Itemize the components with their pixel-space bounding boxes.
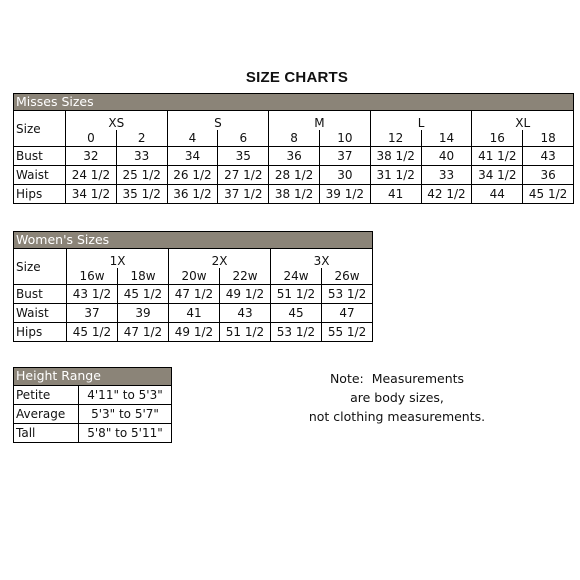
table-cell: 39 [118, 304, 169, 323]
size-group-xs: XS [66, 111, 168, 131]
table-cell: 27 1/2 [218, 166, 269, 185]
table-cell: 33 [421, 166, 472, 185]
row-label: Tall [14, 424, 79, 443]
row-label: Hips [14, 323, 67, 342]
row-label: Petite [14, 386, 79, 405]
size-number: 2 [116, 130, 167, 147]
table-cell: 45 1/2 [118, 285, 169, 304]
table-cell: 32 [66, 147, 117, 166]
table-row-tall [14, 424, 172, 443]
size-number: 14 [421, 130, 472, 147]
table-cell: 33 [116, 147, 167, 166]
size-group-1x: 1X [67, 249, 169, 269]
table-cell: 35 [218, 147, 269, 166]
table-cell: 44 [472, 185, 523, 204]
table-cell: 26 1/2 [167, 166, 218, 185]
size-number: 26w [322, 268, 373, 285]
table-cell: 28 1/2 [269, 166, 320, 185]
table-cell: 42 1/2 [421, 185, 472, 204]
table-cell: 35 1/2 [116, 185, 167, 204]
size-label: Size [14, 249, 67, 285]
misses-header: Misses Sizes [14, 94, 574, 111]
table-cell: 55 1/2 [322, 323, 373, 342]
womens-size-table [13, 231, 373, 342]
size-number: 4 [167, 130, 218, 147]
table-row-petite [14, 386, 172, 405]
table-cell: 34 1/2 [66, 185, 117, 204]
table-cell: 53 1/2 [322, 285, 373, 304]
size-number: 0 [66, 130, 117, 147]
table-cell: 37 [67, 304, 118, 323]
table-cell: 36 [269, 147, 320, 166]
table-cell: 41 [370, 185, 421, 204]
table-cell: 45 1/2 [67, 323, 118, 342]
table-cell: 47 1/2 [118, 323, 169, 342]
row-label: Bust [14, 285, 67, 304]
size-label: Size [14, 111, 66, 147]
table-cell: 30 [319, 166, 370, 185]
table-cell: 37 [319, 147, 370, 166]
table-cell: 37 1/2 [218, 185, 269, 204]
size-number: 20w [169, 268, 220, 285]
table-cell: 45 [271, 304, 322, 323]
table-row-hips [14, 185, 574, 204]
table-cell: 40 [421, 147, 472, 166]
size-number: 8 [269, 130, 320, 147]
size-number: 24w [271, 268, 322, 285]
table-cell: 36 [523, 166, 574, 185]
note-line: not clothing measurements. [308, 409, 486, 424]
row-label: Waist [14, 304, 67, 323]
row-label: Waist [14, 166, 66, 185]
table-cell: 4'11" to 5'3" [79, 386, 172, 405]
table-cell: 47 [322, 304, 373, 323]
table-cell: 43 [220, 304, 271, 323]
table-cell: 43 1/2 [67, 285, 118, 304]
measurement-note [300, 369, 494, 426]
table-cell: 31 1/2 [370, 166, 421, 185]
size-group-xl: XL [472, 111, 574, 131]
height-header: Height Range [14, 368, 172, 386]
table-cell: 34 [167, 147, 218, 166]
table-cell: 25 1/2 [116, 166, 167, 185]
table-row-bust [14, 285, 373, 304]
table-cell: 41 1/2 [472, 147, 523, 166]
size-number: 18w [118, 268, 169, 285]
note-line: are body sizes, [350, 390, 444, 405]
table-cell: 38 1/2 [269, 185, 320, 204]
table-row-average [14, 405, 172, 424]
note-line: Note: Measurements [329, 371, 465, 386]
womens-header: Women's Sizes [14, 232, 373, 249]
misses-size-table [13, 93, 574, 204]
table-cell: 38 1/2 [370, 147, 421, 166]
table-row-hips [14, 323, 373, 342]
size-number: 18 [523, 130, 574, 147]
size-group-2x: 2X [169, 249, 271, 269]
size-number: 12 [370, 130, 421, 147]
table-cell: 53 1/2 [271, 323, 322, 342]
table-cell: 5'8" to 5'11" [79, 424, 172, 443]
size-number: 22w [220, 268, 271, 285]
table-cell: 47 1/2 [169, 285, 220, 304]
size-number: 16 [472, 130, 523, 147]
table-cell: 51 1/2 [220, 323, 271, 342]
table-cell: 45 1/2 [523, 185, 574, 204]
table-cell: 41 [169, 304, 220, 323]
size-number: 16w [67, 268, 118, 285]
table-cell: 24 1/2 [66, 166, 117, 185]
page-title: SIZE CHARTS [245, 69, 349, 86]
size-group-l: L [370, 111, 472, 131]
size-group-s: S [167, 111, 269, 131]
size-number: 10 [319, 130, 370, 147]
size-group-3x: 3X [271, 249, 373, 269]
table-cell: 43 [523, 147, 574, 166]
row-label: Hips [14, 185, 66, 204]
table-cell: 49 1/2 [169, 323, 220, 342]
table-cell: 5'3" to 5'7" [79, 405, 172, 424]
table-cell: 51 1/2 [271, 285, 322, 304]
size-group-m: M [269, 111, 371, 131]
table-cell: 36 1/2 [167, 185, 218, 204]
table-cell: 49 1/2 [220, 285, 271, 304]
table-row-bust [14, 147, 574, 166]
row-label: Average [14, 405, 79, 424]
row-label: Bust [14, 147, 66, 166]
table-row-waist [14, 166, 574, 185]
size-number: 6 [218, 130, 269, 147]
table-cell: 39 1/2 [319, 185, 370, 204]
table-cell: 34 1/2 [472, 166, 523, 185]
table-row-waist [14, 304, 373, 323]
height-range-table [13, 367, 172, 443]
